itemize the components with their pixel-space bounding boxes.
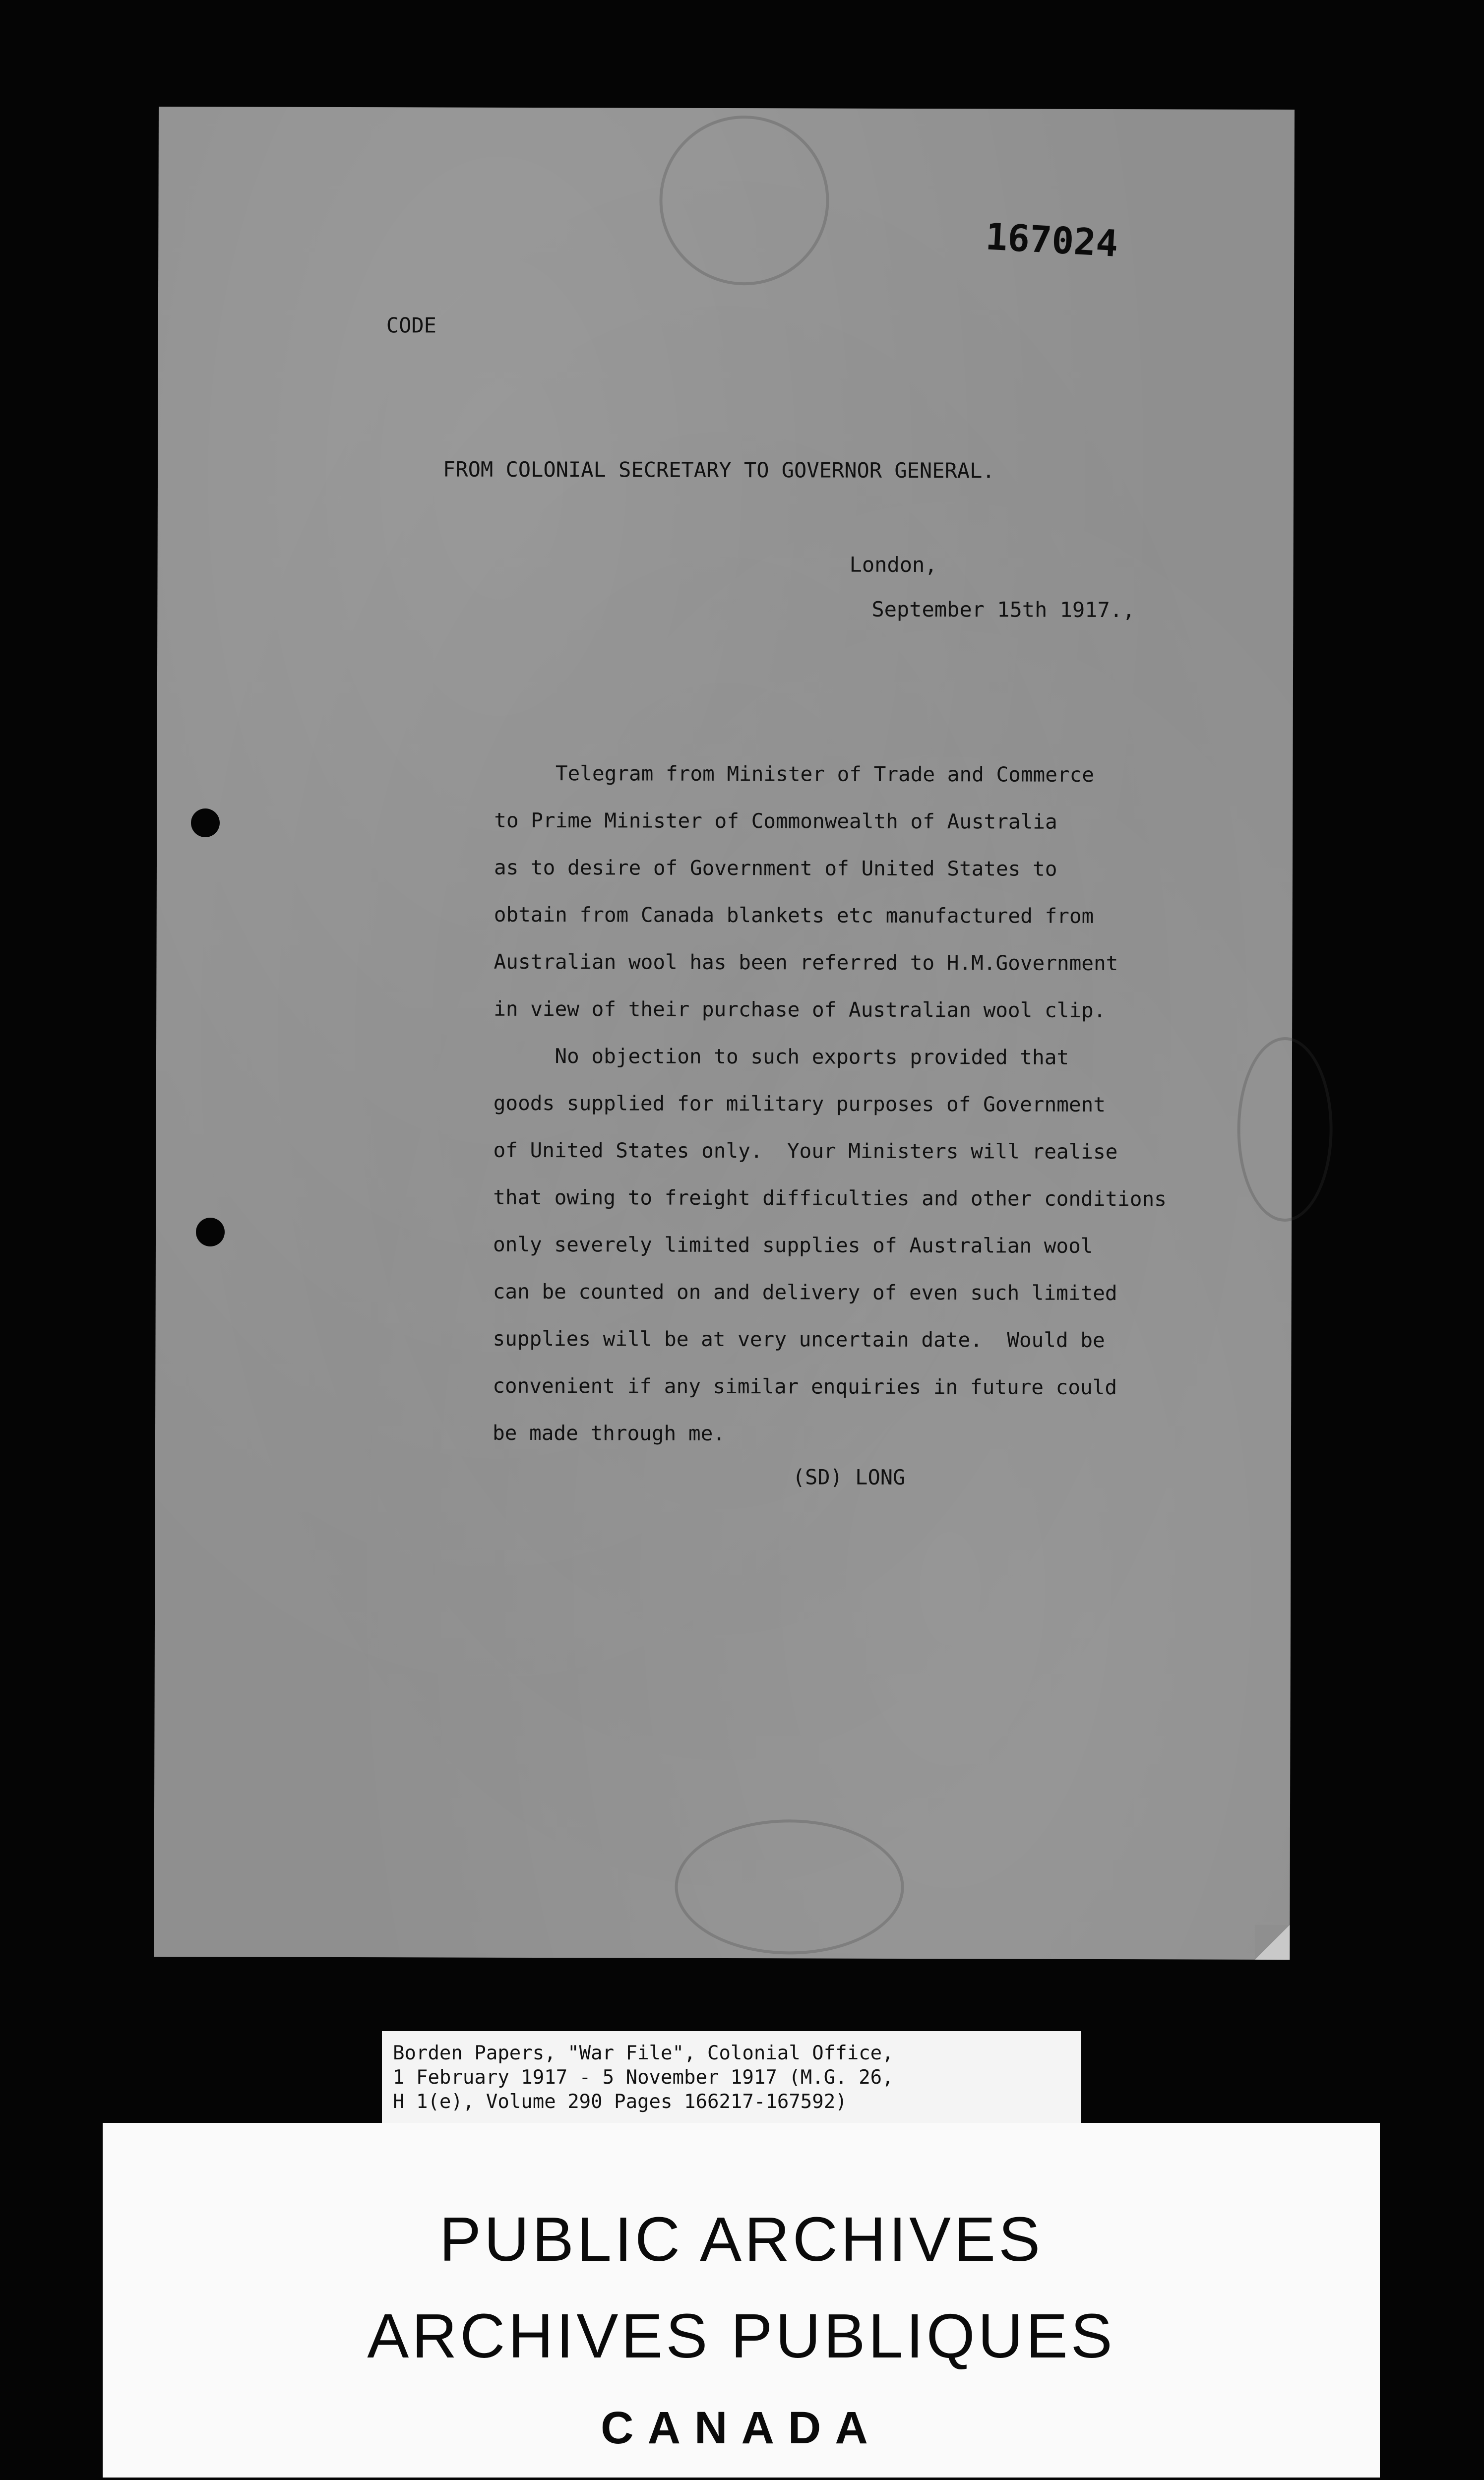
telegram-date: September 15th 1917.,: [871, 597, 1135, 622]
body-line: No objection to such exports provided that: [493, 1044, 1069, 1069]
caption-line: H 1(e), Volume 290 Pages 166217-167592): [393, 2091, 847, 2113]
embossed-seal-bottom: [675, 1819, 904, 1955]
body-line: only severely limited supplies of Australian wool: [493, 1232, 1093, 1258]
body-line: that owing to freight difficulties and other conditions: [493, 1185, 1167, 1211]
punch-hole-bottom: [196, 1218, 225, 1246]
body-line: in view of their purchase of Australian wool clip.: [494, 996, 1106, 1023]
body-line: to Prime Minister of Commonwealth of Australia: [494, 808, 1057, 834]
body-line: convenient if any similar enquiries in future could: [493, 1373, 1117, 1400]
body-line: be made through me.: [492, 1421, 726, 1445]
body-paragraph-1: [494, 750, 1307, 1035]
body-line: of United States only. Your Ministers will realise: [493, 1138, 1118, 1164]
body-line: Australian wool has been referred to H.M.Government: [494, 949, 1118, 976]
telegram-place: London,: [849, 552, 937, 577]
embossed-seal-top: [659, 116, 829, 286]
telegram-heading: FROM COLONIAL SECRETARY TO GOVERNOR GENERAL.: [443, 457, 995, 483]
signature: (SD) LONG: [792, 1465, 906, 1489]
folded-corner: [1255, 1925, 1290, 1960]
archives-stamp: [103, 2123, 1380, 2478]
stamp-line-french: ARCHIVES PUBLIQUES: [367, 2301, 1115, 2371]
archive-caption: [382, 2031, 1081, 2128]
body-line: obtain from Canada blankets etc manufactured from: [494, 902, 1094, 928]
body-paragraph-2: [493, 1033, 1307, 1459]
body-line: supplies will be at very uncertain date. Would be: [493, 1326, 1105, 1353]
punch-hole-top: [191, 808, 220, 837]
body-line: as to desire of Government of United States to: [494, 855, 1057, 881]
caption-line: 1 February 1917 - 5 November 1917 (M.G. 26,: [393, 2066, 894, 2089]
caption-line: Borden Papers, "War File", Colonial Office,: [393, 2042, 894, 2064]
stamp-line-english: PUBLIC ARCHIVES: [439, 2204, 1044, 2274]
stamp-line-country: CANADA: [601, 2403, 882, 2453]
code-label: CODE: [386, 313, 437, 338]
document-page: [154, 107, 1295, 1960]
document-number: 167024: [984, 215, 1119, 265]
body-line: Telegram from Minister of Trade and Commerce: [494, 761, 1095, 787]
body-line: goods supplied for military purposes of Government: [493, 1091, 1106, 1117]
body-line: can be counted on and delivery of even such limited: [493, 1279, 1117, 1305]
